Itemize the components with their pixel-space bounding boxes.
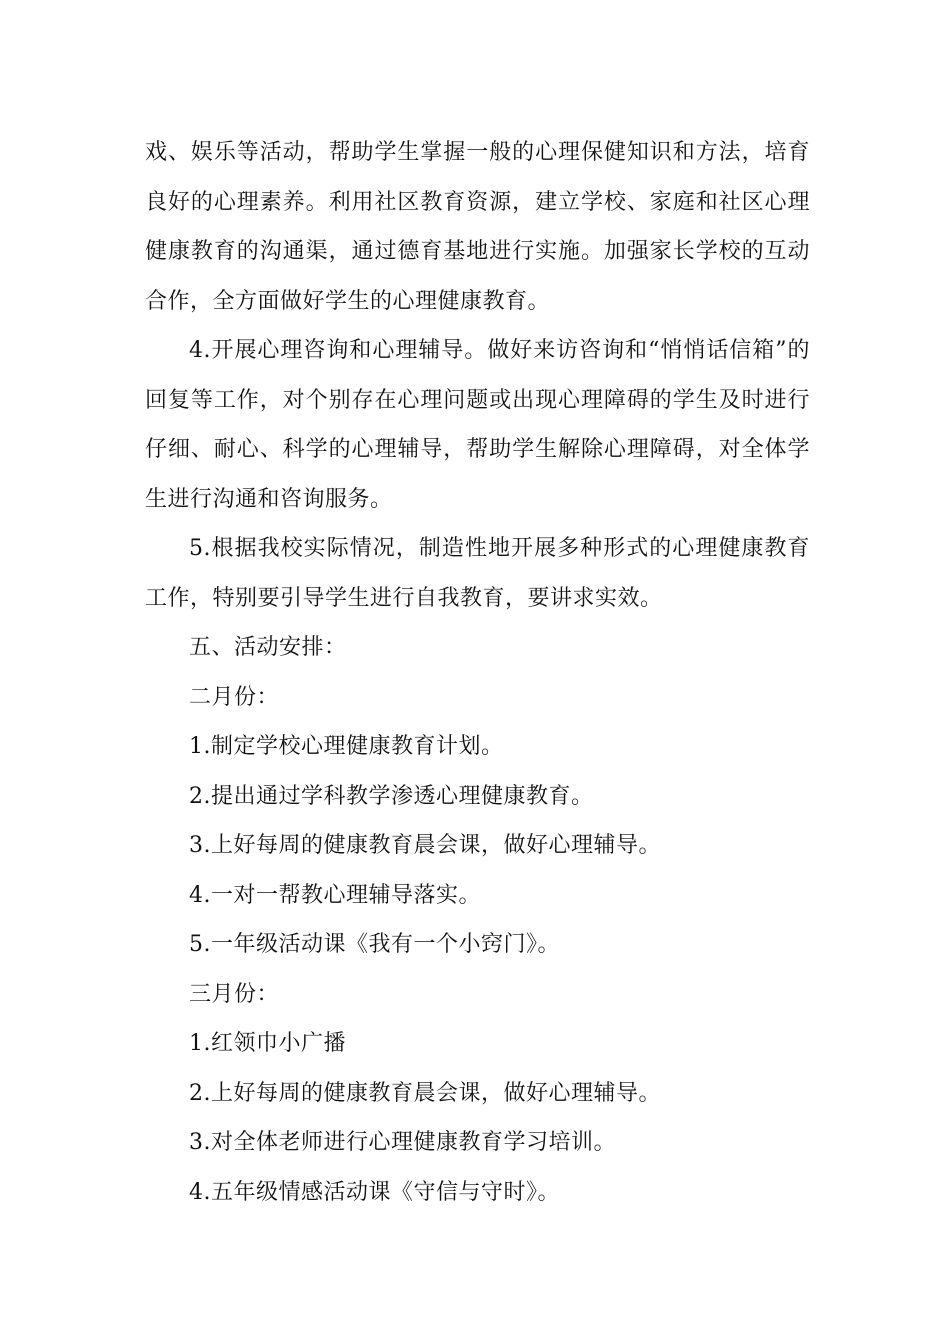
list-item: 3.对全体老师进行心理健康教育学习培训。 — [189, 1130, 616, 1155]
list-item: 1.制定学校心理健康教育计划。 — [189, 734, 504, 759]
list-item: 3.上好每周的健康教育晨会课，做好心理辅导。 — [189, 833, 661, 858]
paragraph-item-4: 4.开展心理咨询和心理辅导。做好来访咨询和“悄悄话信箱”的回复等工作，对个别存在心理问题或出现心理障碍的学生及时进行仔细、耐心、科学的心理辅导，帮助学生解除心理障碍，对全体学生进行沟通和咨询服务。 — [145, 338, 810, 512]
section-heading: 五、活动安排： — [189, 635, 347, 660]
list-item: 2.上好每周的健康教育晨会课，做好心理辅导。 — [189, 1080, 661, 1106]
list-item: 5.一年级活动课《我有一个小窍门》。 — [189, 932, 560, 957]
month-heading-february: 二月份： — [189, 684, 280, 710]
month-heading-march: 三月份： — [189, 981, 280, 1007]
document-body — [145, 128, 810, 1217]
list-item: 4.五年级情感活动课《守信与守时》。 — [189, 1179, 560, 1205]
paragraph-continuation: 戏、娱乐等活动，帮助学生掌握一般的心理保健知识和方法，培育良好的心理素养。利用社区教育资源，建立学校、家庭和社区心理健康教育的沟通渠，通过德育基地进行实施。加强家长学校的互动合作，全方面做好学生的心理健康教育。 — [145, 140, 810, 314]
list-item: 2.提出通过学科教学渗透心理健康教育。 — [189, 783, 594, 809]
paragraph-item-5: 5.根据我校实际情况，制造性地开展多种形式的心理健康教育工作，特别要引导学生进行自我教育，要讲求实效。 — [145, 536, 810, 611]
list-item: 4.一对一帮教心理辅导落实。 — [189, 882, 481, 908]
list-item: 1.红领巾小广播 — [189, 1031, 346, 1056]
